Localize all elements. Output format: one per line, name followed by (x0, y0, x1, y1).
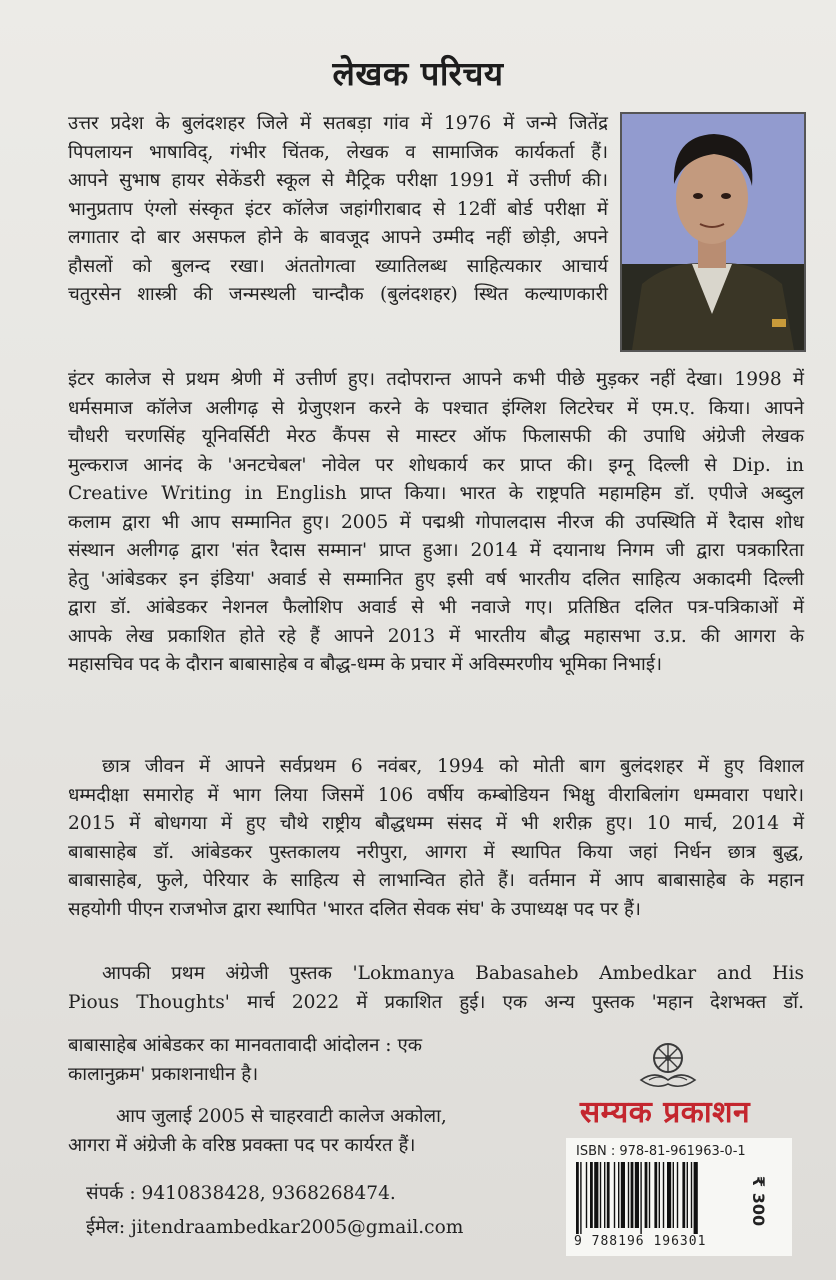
barcode-bar (621, 1162, 625, 1228)
barcode-bar (687, 1162, 688, 1228)
barcode-bar (654, 1162, 657, 1228)
isbn-barcode-panel (566, 1138, 792, 1256)
text-line: हौसलों को बुलन्द रखा। अंततोगत्वा ख्यातिलब्ध साहित्यकार आचार्य (68, 255, 608, 277)
text-line: भानुप्रताप एंग्लो संस्कृत इंटर कॉलेज जहांगीराबाद से 12वीं बोर्ड परीक्षा में (68, 198, 608, 220)
barcode-bar (645, 1162, 648, 1228)
barcode-bar (691, 1162, 692, 1228)
price-tag: ₹ 300 (749, 1176, 768, 1227)
text-line: हेतु 'आंबेडकर इन इंडिया' अवार्ड से सम्मानित हुए इसी वर्ष भारतीय दलित साहित्य अकादमी दिल्ली (68, 568, 804, 590)
author-portrait-image (622, 114, 804, 350)
text-line: कलाम द्वारा भी आप सम्मानित हुए। 2005 में पद्मश्री गोपालदास नीरज की उपस्थिति में रैदास शोध (68, 511, 804, 533)
barcode-bar (677, 1162, 678, 1228)
contact-phone: संपर्क : 9410838428, 9368268474. (86, 1183, 396, 1204)
barcode-bar (590, 1162, 593, 1228)
contact-email: ईमेल: jitendraambedkar2005@gmail.com (86, 1217, 464, 1238)
text-line: आप जुलाई 2005 से चाहरवाटी कालेज अकोला, (116, 1106, 447, 1127)
barcode-bar (594, 1162, 598, 1228)
text-line: चौधरी चरणसिंह यूनिवर्सिटी मेरठ कैंपस से मास्टर ऑफ फिलासफी की उपाधि अंग्रेजी लेखक (68, 426, 804, 447)
publisher-logo (520, 1040, 810, 1130)
text-line: Pious Thoughts' मार्च 2022 में प्रकाशित हुई। एक अन्य पुस्तक 'महान देशभक्त डॉ. (68, 991, 804, 1013)
text-line: बाबासाहेब डॉ. आंबेडकर पुस्तकालय नरीपुरा, आगरा में स्थापित किया जहां निर्धन छात्र बुद्ध, (68, 841, 804, 863)
text-line: कालानुक्रम' प्रकाशनाधीन है। (68, 1063, 259, 1085)
text-line: आपकी प्रथम अंग्रेजी पुस्तक 'Lokmanya Babasaheb Ambedkar and His (102, 963, 804, 984)
text-line: 2015 में बोधगया में हुए चौथे राष्ट्रीय बौद्धधम्म संसद में भी शरीक़ हुए। 10 मार्च, 2014 में (68, 813, 804, 834)
text-line: उत्तर प्रदेश के बुलंदशहर जिले में सतबड़ा गांव में 1976 में जन्मे जितेंद्र (68, 113, 608, 134)
text-line: आपने सुभाष हायर सेकेंडरी स्कूल से मैट्रिक परीक्षा 1991 में उत्तीर्ण की। (68, 170, 608, 191)
text-line: धम्मदीक्षा समारोह में भाग लिया जिसमें 106 वर्षीय कम्बोडियन भिक्षु वीराबिलांग धम्मवारा पधारे। (68, 784, 804, 806)
text-line: मुल्कराज आनंद के 'अनटचेबल' नोवेल पर शोधकार्य कर प्राप्त की। इग्नू दिल्ली से Dip. in (68, 454, 804, 476)
barcode-bar (586, 1162, 587, 1228)
barcode-bar (604, 1162, 605, 1228)
text-line: इंटर कालेज से प्रथम श्रेणी में उत्तीर्ण हुए। तदोपरान्त आपने कभी पीछे मुड़कर नहीं देखा। 1998 में (68, 369, 804, 390)
barcode-bar (614, 1162, 615, 1228)
author-intro-paragraph-continued (68, 366, 804, 680)
barcode-bar (694, 1162, 698, 1234)
dharma-wheel-icon (635, 1040, 701, 1092)
barcode-image (574, 1162, 764, 1234)
barcode-bar (631, 1162, 634, 1228)
job-paragraph (68, 1103, 498, 1160)
barcode-bar (682, 1162, 685, 1228)
text-line: आगरा में अंग्रेजी के वरिष्ठ प्रवक्ता पद पर कार्यरत हैं। (68, 1134, 416, 1156)
publisher-name: सम्यक प्रकाशन (579, 1095, 751, 1130)
barcode-bar (635, 1162, 639, 1228)
books-paragraph (68, 960, 804, 1017)
barcode-bar (663, 1162, 664, 1228)
isbn-number: ISBN : 978-81-961963-0-1 (576, 1144, 746, 1159)
text-line: द्वारा डॉ. आंबेडकर नेशनल फैलोशिप अवार्ड से भी नवाजे गए। प्रतिष्ठित दलित पत्र-पत्रिकाओं में (68, 597, 804, 618)
text-line: लगातार दो बार असफल होने के बावजूद आपने उम्मीद नहीं छोड़ी, अपने (68, 227, 608, 248)
text-line: धर्मसमाज कॉलेज अलीगढ़ से ग्रेजुएशन करने के पश्चात इंग्लिश लिटरेचर में एम.ए. किया। आपने (68, 397, 804, 419)
text-line: बाबासाहेब आंबेडकर का मानवतावादी आंदोलन : एक (68, 1035, 423, 1056)
barcode-bar (580, 1162, 581, 1234)
barcode-bar (667, 1162, 671, 1228)
barcode-bar (649, 1162, 650, 1228)
text-line: पिपलायन भाषाविद्, गंभीर चिंतक, लेखक व सामाजिक कार्यकर्ता हैं। (68, 141, 608, 163)
text-line: सहयोगी पीएन राजभोज द्वारा स्थापित 'भारत दलित सेवक संघ' के उपाध्यक्ष पद पर हैं। (68, 898, 641, 920)
barcode-digits: 9 788196 196301 (574, 1234, 707, 1249)
barcode-bar (607, 1162, 610, 1228)
barcode-bar (618, 1162, 619, 1228)
barcode-bar (640, 1162, 641, 1234)
author-photo (620, 112, 806, 352)
barcode-bar (576, 1162, 579, 1234)
author-intro-paragraph (68, 110, 608, 310)
text-line: बाबासाहेब, फुले, पेरियार के साहित्य से लाभान्वित होते हैं। वर्तमान में आप बाबासाहेब के महान (68, 870, 804, 891)
text-line: छात्र जीवन में आपने सर्वप्रथम 6 नवंबर, 1994 को मोती बाग बुलंदशहर में हुए विशाल (102, 756, 804, 777)
barcode-bar (673, 1162, 674, 1228)
text-line: चतुरसेन शास्त्री की जन्मस्थली चान्दौक (बुलंदशहर) स्थित कल्याणकारी (68, 284, 608, 305)
books-paragraph-continued (68, 1032, 488, 1089)
text-line: आपके लेख प्रकाशित होते रहे हैं आपने 2013 में भारतीय बौद्ध महासभा उ.प्र. की आगरा के (68, 625, 804, 647)
barcode-bar (628, 1162, 629, 1228)
barcode-bar (600, 1162, 601, 1228)
text-line: Creative Writing in English प्राप्त किया। भारत के राष्ट्रपति महामहिम डॉ. एपीजे अब्दुल (68, 483, 804, 504)
page-title: लेखक परिचय (332, 54, 504, 93)
barcode-bar (659, 1162, 660, 1228)
student-life-paragraph (68, 753, 804, 924)
text-line: महासचिव पद के दौरान बाबासाहेब व बौद्ध-धम्म के प्रचार में अविस्मरणीय भूमिका निभाई। (68, 654, 663, 675)
text-line: संस्थान अलीगढ़ द्वारा 'संत रैदास सम्मान' प्राप्त हुआ। 2014 में दयानाथ निगम जी द्वारा पत्रकारिता (68, 540, 804, 561)
